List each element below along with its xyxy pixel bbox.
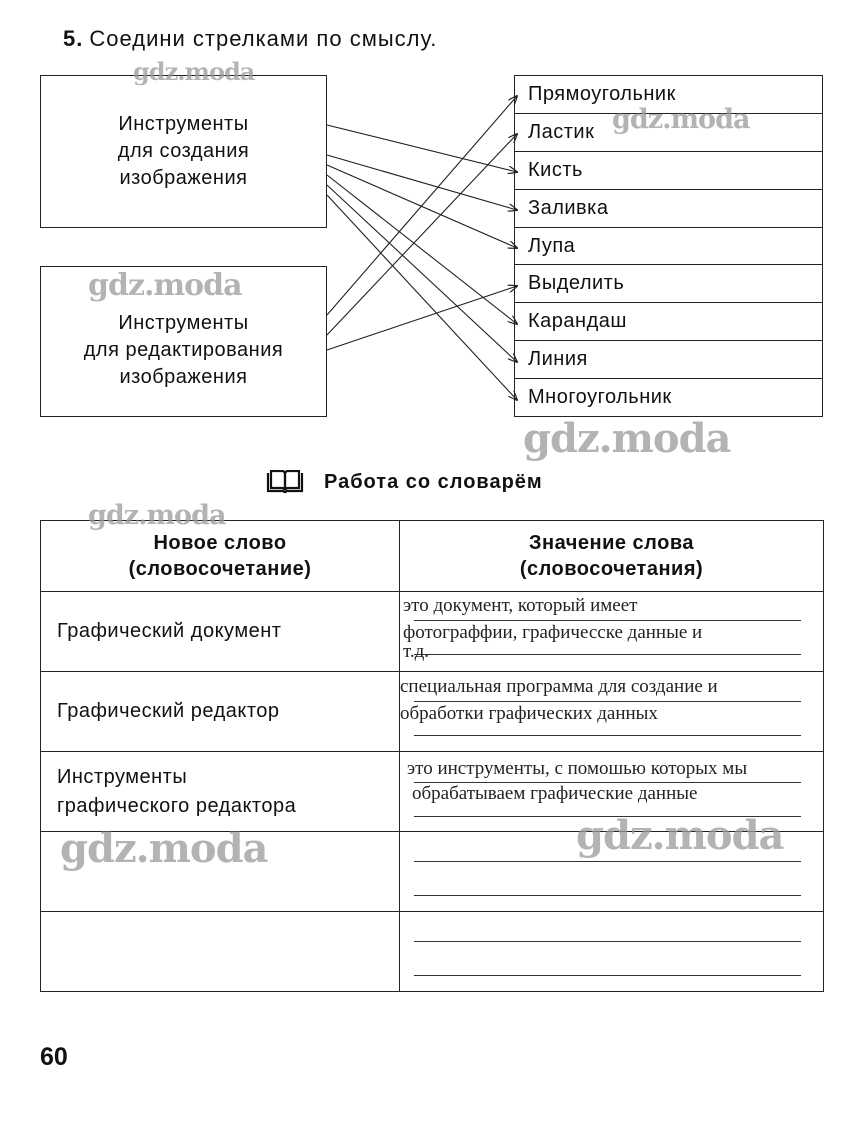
category-create-line-2: для создания — [117, 140, 250, 162]
dictionary-heading-text: Работа со словарём — [324, 470, 543, 493]
arrow-edit-5 — [327, 286, 517, 350]
watermark: gdz.moda — [133, 57, 255, 86]
header-new-word — [41, 521, 400, 592]
meaning-text-line: обработки графических данных — [400, 703, 658, 724]
header-new-word-line-2: (словосочетание) — [128, 558, 312, 580]
writing-line — [414, 895, 801, 896]
meaning-text-line: фотограффии, графичесске данные и — [403, 622, 703, 643]
watermark: gdz.moda — [612, 104, 750, 135]
tool-item-brush[interactable]: Кисть — [515, 152, 822, 190]
watermark: gdz.moda — [88, 268, 242, 303]
meaning-text-line: это документ, который имеет — [403, 595, 638, 616]
meaning-cell[interactable] — [400, 912, 824, 992]
term-cell — [41, 912, 400, 992]
table-row — [41, 672, 824, 752]
meaning-text-line: специальная программа для создание и — [400, 676, 718, 697]
arrow-create-3 — [327, 155, 517, 210]
term-cell — [41, 592, 400, 672]
meaning-text-line: т.д. — [403, 641, 430, 662]
term-text-line-1: Инструменты — [57, 765, 188, 788]
header-new-word-line-1: Новое слово — [153, 532, 287, 554]
arrow-edit-1 — [327, 134, 517, 335]
watermark: gdz.moda — [576, 812, 784, 859]
table-header-row — [41, 521, 824, 592]
book-icon — [266, 470, 304, 494]
watermark: gdz.moda — [88, 500, 226, 531]
watermark: gdz.moda — [523, 415, 731, 462]
tool-item-fill[interactable]: Заливка — [515, 190, 822, 228]
category-create-line-1: Инструменты — [118, 113, 249, 135]
table-row — [41, 592, 824, 672]
dictionary-heading — [266, 470, 543, 494]
category-edit-line-2: для редактирования — [83, 339, 284, 361]
watermark: gdz.moda — [60, 825, 268, 872]
header-meaning-line-2: (словосочетания) — [519, 558, 704, 580]
writing-line — [414, 735, 801, 736]
header-meaning-line-1: Значение слова — [529, 532, 694, 554]
tool-item-line[interactable]: Линия — [515, 341, 822, 379]
meaning-text-line: обрабатываем графические данные — [412, 783, 698, 804]
term-cell — [41, 752, 400, 832]
term-text: Графический редактор — [57, 700, 280, 722]
meaning-text-line: это инструменты, с помошью которых мы — [407, 758, 748, 779]
tool-item-select[interactable]: Выделить — [515, 265, 822, 303]
page-number: 60 — [40, 1043, 68, 1071]
writing-line — [414, 941, 801, 942]
term-text-line-2: графического редактора — [57, 794, 297, 817]
category-edit-line-1: Инструменты — [118, 312, 249, 334]
meaning-cell[interactable] — [400, 592, 824, 672]
arrow-edit-0 — [327, 96, 517, 315]
task-number: 5. — [63, 26, 84, 51]
tool-item-magnifier[interactable]: Лупа — [515, 228, 822, 266]
category-edit-line-3: изображения — [119, 366, 248, 388]
term-text: Графический документ — [57, 620, 282, 642]
task-instruction: Соедини стрелками по смыслу. — [89, 26, 438, 51]
arrow-create-8 — [327, 195, 517, 400]
writing-line — [414, 654, 801, 655]
category-create-line-3: изображения — [119, 167, 248, 189]
table-row — [41, 912, 824, 992]
term-cell — [41, 672, 400, 752]
tool-item-eraser[interactable]: Ластик — [515, 114, 822, 152]
arrow-create-4 — [327, 165, 517, 248]
arrow-create-6 — [327, 175, 517, 324]
tool-item-pencil[interactable]: Карандаш — [515, 303, 822, 341]
header-meaning — [400, 521, 824, 592]
meaning-cell[interactable] — [400, 672, 824, 752]
arrow-create-7 — [327, 185, 517, 362]
tool-item-rectangle[interactable]: Прямоугольник — [515, 76, 822, 114]
tool-item-polygon[interactable]: Многоугольник — [528, 386, 672, 409]
dictionary-table — [40, 520, 824, 992]
writing-line — [414, 861, 801, 862]
writing-line — [414, 975, 801, 976]
